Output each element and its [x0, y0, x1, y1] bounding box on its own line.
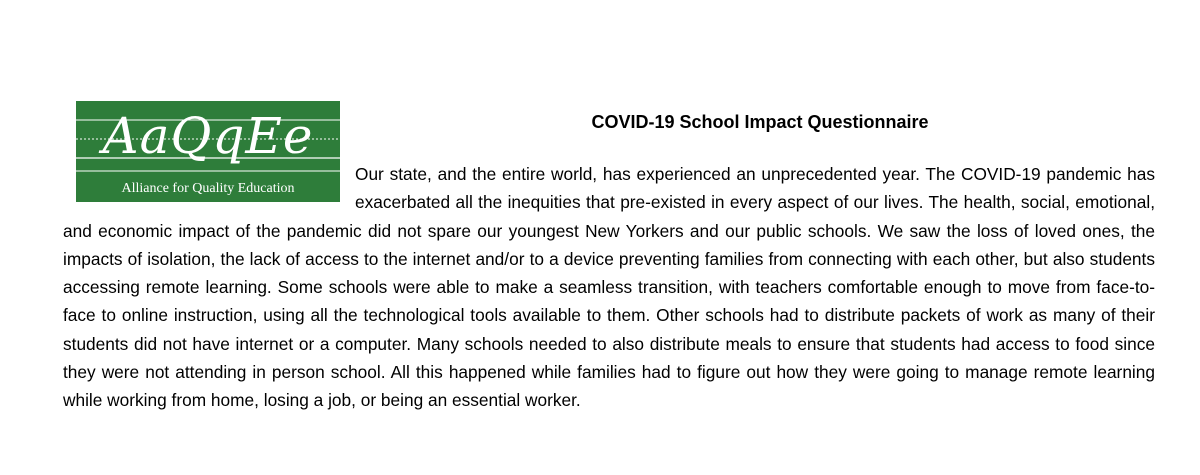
page-title: COVID-19 School Impact Questionnaire [591, 112, 929, 132]
intro-paragraph-text: Our state, and the entire world, has experienced an unprecedented year. The COVID-19 pandemic has exacerbated all the inequities that pre-existed in every aspect of our lives. The health, social, emotional, and economic impact of the pandemic did not spare our youngest New Yorkers and our public schools. We saw the loss of loved ones, the impacts of isolation, the lack of access to the internet and/or to a device preventing families from connecting with each other, but also students accessing remote learning. Some schools were able to make a seamless transition, with teachers comfortable enough to move from face-to-face to online instruction, using all the technological tools available to them. Other schools had to distribute packets of work as many of their students did not have internet or a computer. Many schools needed to also distribute meals to ensure that students had access to food since they were not attending in person school. All this happened while families had to figure out how they were going to manage remote learning while working from home, losing a job, or being an essential worker. [63, 164, 1155, 411]
intro-paragraph [63, 160, 1155, 415]
logo-script-letters: AaQqEe [102, 107, 314, 165]
logo-caption: Alliance for Quality Education [121, 181, 295, 196]
logo-wrap-spacer [63, 160, 355, 216]
